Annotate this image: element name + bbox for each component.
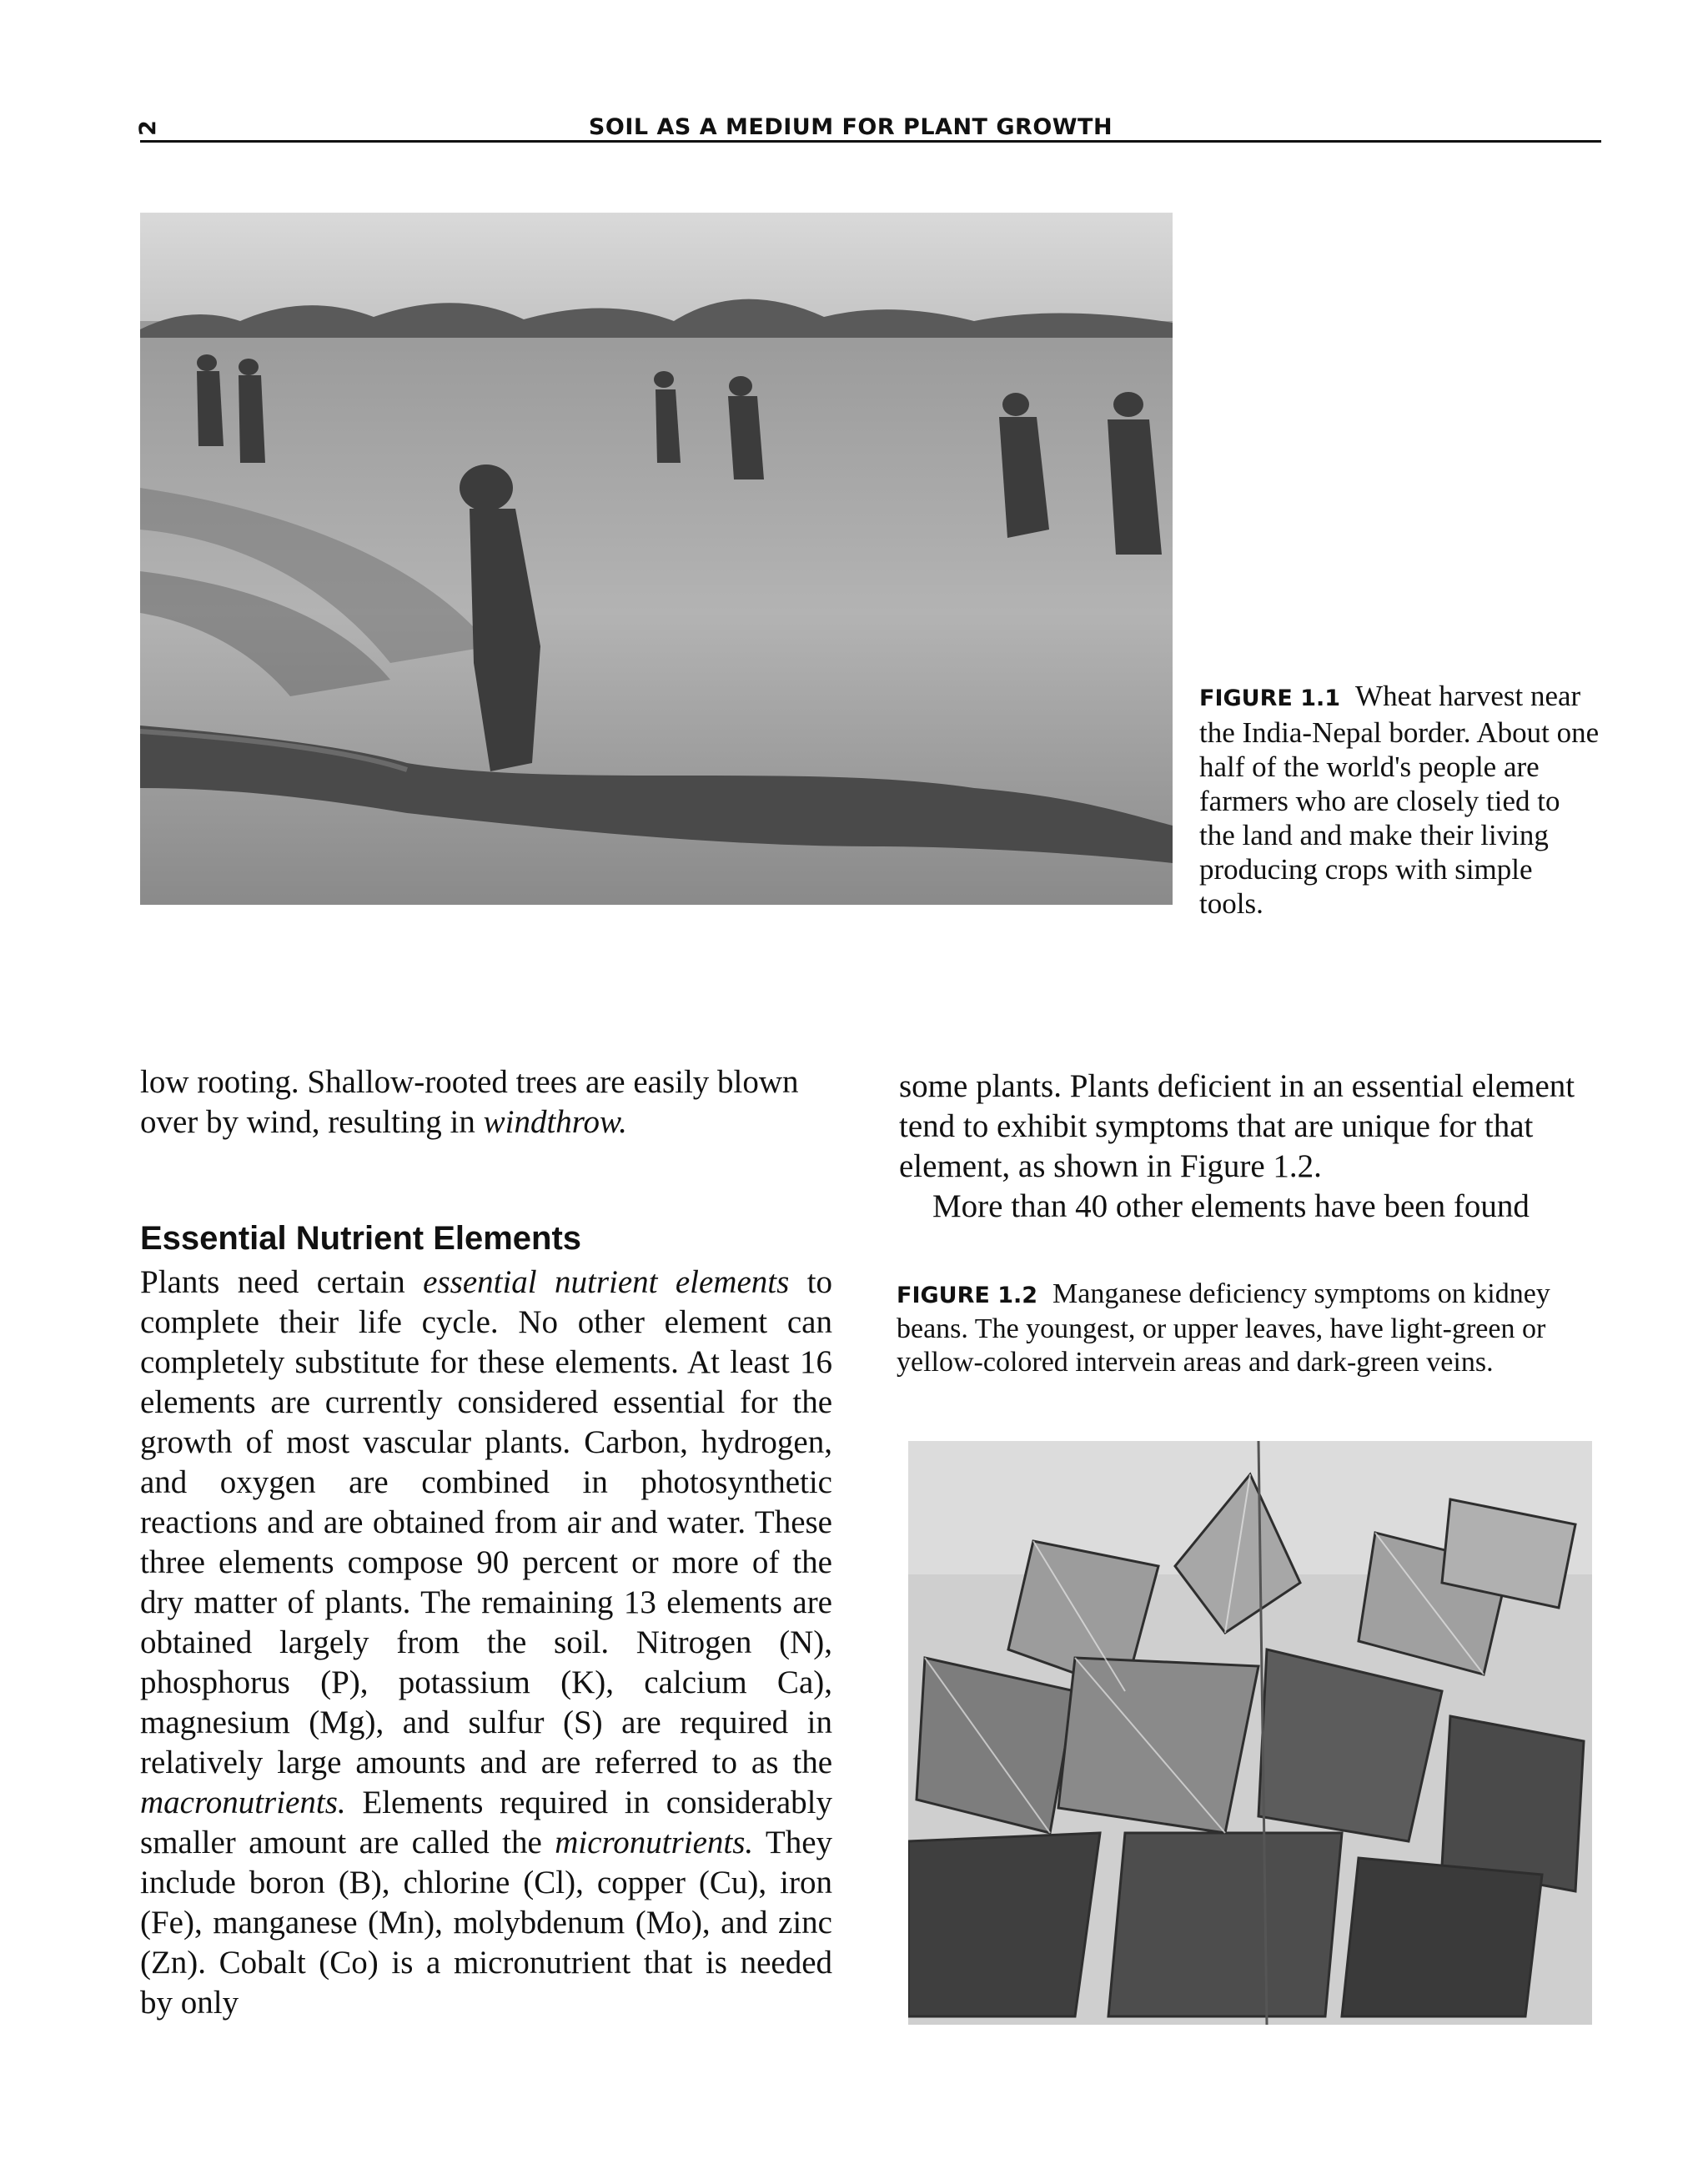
term-micronutrients: micronutrients. [555,1825,754,1860]
nutrient-text-2: to complete their life cycle. No other element can completely substitute for these elements. At least 16 elements are currently considered essential for the growth of most vascular plants. Carbon, hydrogen, and oxygen are combined in photosynthetic reactions and are obtained from air and water. These three elements compose 90 percent or more of the dry matter of plants. The remaining 13 elements are obtained largely from the soil. Nitrogen (N), phosphorus (P), potassium (K), calcium Ca), magnesium (Mg), and sulfur (S) are required in relatively large amounts and are referred to as the [140,1264,833,1780]
nutrient-text-3: Elements required in considerably smaller amount are called the [140,1785,832,1860]
figure-1-2-caption [897,1278,1589,1379]
nutrient-paragraph [140,1263,832,2023]
term-windthrow: windthrow. [483,1104,627,1140]
right-para-2: More than 40 other elements have been found [932,1188,1530,1224]
right-para-1: some plants. Plants deficient in an essential element tend to exhibit symptoms that are unique for that element, as shown in Figure 1.2. [899,1068,1575,1184]
figure-1-2-photo [908,1441,1592,2025]
figure-1-1-caption [1199,679,1600,921]
figure-1-1-caption-text: Wheat harvest near the India-Nepal border. About one half of the world's people are farmers who are closely tied to the land and make their living producing crops with simple tools. [1199,680,1600,920]
term-essential-nutrient-elements: essential nutrient elements [423,1264,790,1300]
header-rule [140,140,1601,143]
figure-1-1-photo [140,213,1173,905]
figure-1-1-label: FIGURE 1.1 [1199,685,1341,711]
section-heading: Essential Nutrient Elements [140,1220,582,1257]
continued-text: low rooting. Shallow-rooted trees are easily blown over by wind, resulting in [140,1064,799,1140]
figure-1-2-caption-text: Manganese deficiency symptoms on kidney beans. The youngest, or upper leaves, have light-green or yellow-colored intervein areas and dark-green veins. [897,1278,1550,1378]
nutrient-text-1: Plants need certain [140,1264,405,1300]
page-number: 2 [134,120,161,136]
left-column-continuation [140,1062,832,1142]
figure-1-2-label: FIGURE 1.2 [897,1283,1038,1308]
nutrient-text-4: They include boron (B), chlorine (Cl), copper (Cu), iron (Fe), manganese (Mn), molybdenum (Mo), and zinc (Zn). Cobalt (Co) is a micronutrient that is needed by only [140,1825,833,2021]
running-head: SOIL AS A MEDIUM FOR PLANT GROWTH [588,114,1113,140]
term-macronutrients: macronutrients. [140,1785,346,1820]
right-column-text [899,1067,1591,1227]
